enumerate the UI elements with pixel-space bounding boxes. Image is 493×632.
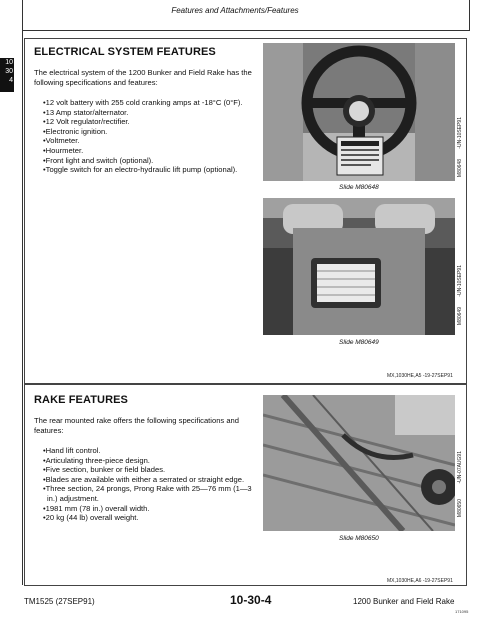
list-item: •Articulating three-piece design.: [43, 455, 150, 465]
list-item: •12 Volt regulator/rectifier.: [43, 117, 130, 127]
electrical-bullet-list: [43, 98, 253, 175]
photo2-code-bottom: M80649: [457, 307, 463, 326]
list-item: •Blades are available with either a serrated or straight edge.: [43, 474, 245, 484]
list-item: •Electronic ignition.: [43, 126, 108, 136]
left-margin-line: [22, 0, 23, 585]
list-item: •12 volt battery with 255 cold cranking amps at -18°C (0°F).: [43, 98, 243, 107]
list-item: •Voltmeter.: [43, 136, 80, 146]
list-item: •Hourmeter.: [43, 145, 84, 155]
steering-wheel-photo: [263, 43, 455, 181]
electrical-title: ELECTRICAL SYSTEM FEATURES: [34, 46, 216, 58]
rake-title: RAKE FEATURES: [34, 394, 128, 406]
rake-ref-code: MX,1030HE,A6 -19-27SEP91: [387, 578, 453, 584]
list-item: •20 kg (44 lb) overall weight.: [43, 513, 139, 523]
footer-page-number: 10-30-4: [230, 593, 272, 607]
rake-photo: [263, 395, 455, 531]
rake-intro: The rear mounted rake offers the following specifications and features:: [34, 416, 240, 435]
header-underline: [22, 30, 470, 31]
photo3-code-bottom: M80650: [457, 499, 463, 518]
list-item: •Three section, 24 prongs, Prong Rake with 25—76 mm (1—3 in.) adjustment.: [43, 484, 252, 503]
footer-product-name: 1200 Bunker and Field Rake: [353, 597, 455, 606]
footer-small-code: 171095: [455, 609, 469, 614]
rake-section: [24, 384, 467, 586]
photo1-code-bottom: M80648: [457, 159, 463, 178]
photo3-code-top: -UN-07AUG91: [457, 451, 463, 484]
section-tab-line-1: 10: [5, 59, 13, 66]
page-header-title: Features and Attachments/Features: [171, 6, 299, 15]
right-margin-line: [469, 0, 470, 30]
photo1-code-top: -UN-10SEP91: [457, 117, 463, 149]
photo3-caption: Slide M80650: [339, 535, 379, 542]
list-item: •Hand lift control.: [43, 446, 101, 455]
list-item: •Five section, bunker or field blades.: [43, 465, 166, 475]
electrical-section: [24, 38, 467, 384]
section-tab-line-3: 4: [9, 77, 13, 84]
list-item: •13 Amp stator/alternator.: [43, 107, 129, 117]
electrical-intro: The electrical system of the 1200 Bunker and Field Rake has the following specifications and features:: [34, 68, 252, 87]
front-light-photo: [263, 198, 455, 335]
electrical-ref-code: MX,1030HE,A5 -19-27SEP91: [387, 373, 453, 379]
footer-manual-id: TM1525 (27SEP91): [24, 597, 95, 606]
list-item: •Toggle switch for an electro-hydraulic lift pump (optional).: [43, 165, 238, 175]
rake-bullet-list: [43, 446, 253, 523]
photo2-caption: Slide M80649: [339, 339, 379, 346]
photo2-code-top: -UN-10SEP91: [457, 265, 463, 297]
section-tab: [0, 58, 14, 92]
list-item: •Front light and switch (optional).: [43, 155, 154, 165]
section-tab-line-2: 30: [5, 68, 13, 75]
photo1-caption: Slide M80648: [339, 184, 379, 191]
list-item: •1981 mm (78 in.) overall width.: [43, 503, 150, 513]
